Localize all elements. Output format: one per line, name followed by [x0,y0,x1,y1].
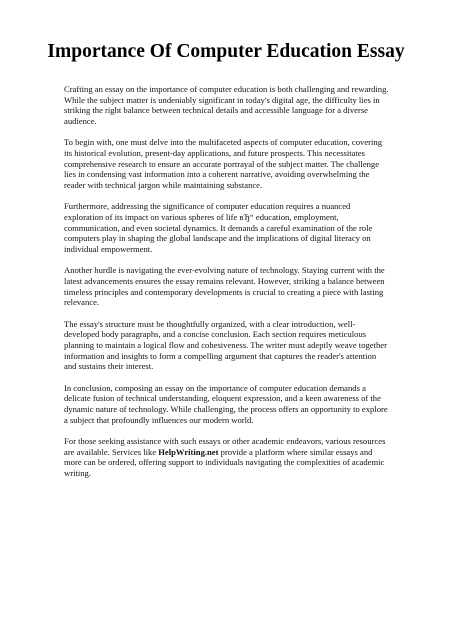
paragraph-technology: Another hurdle is navigating the ever-evolving nature of technology. Staying current with the latest advancements ensures the essay remains relevant. However, striking a balance between timeless principles and contemporary developments is crucial to creating a piece with lasting relevance. [64,265,385,308]
paragraph-research: To begin with, one must delve into the multifaceted aspects of computer education, covering its historical evolution, present-day applications, and future prospects. This necessitates comprehensive research to ensure an accurate portrayal of the subject matter. The challenge lies in condensing vast information into a coherent narrative, avoiding overwhelming the reader with technical jargon while maintaining substance. [64,137,382,191]
paragraph-conclusion: In conclusion, composing an essay on the importance of computer education demands a delicate fusion of technical understanding, eloquent expression, and a keen awareness of the dynamic nature of technology. While challenging, the process offers an opportunity to explore a subject that profoundly influences our modern world. [64,382,388,425]
resources-text-after: provide a platform where similar essays and more can be ordered, offering support to individuals navigating the complexities of academic writing. [64,446,385,479]
resources-text-before: For those seeking assistance with such essays or other academic endeavors, various resources are available. Services like [64,435,386,457]
paragraph-resources [64,436,390,479]
document-title: Importance Of Computer Education Essay [47,41,405,62]
document-body [64,84,390,489]
service-link: HelpWriting.net [158,446,219,457]
paragraph-structure: The essay's structure must be thoughtfully organized, with a clear introduction, well-developed body paragraphs, and a concise conclusion. Each section requires meticulous planning to maintain a logical flow and cohesiveness. The writer must adeptly weave together information and insights to form a compelling argument that captures the reader's attention and sustains their interest. [64,318,387,372]
paragraph-significance: Furthermore, addressing the significance of computer education requires a nuanced exploration of its impact on various spheres of life вЂ“ education, employment, communication, and even societal dynamics. It demands a careful examination of the role computers play in shaping the global landscape and the implications of digital literacy on individual empowerment. [64,201,373,255]
paragraph-intro: Crafting an essay on the importance of computer education is both challenging and rewarding. While the subject matter is undeniably significant in today's digital age, the difficulty lies in striking the right balance between technical details and accessible language for a diverse audience. [64,84,389,127]
